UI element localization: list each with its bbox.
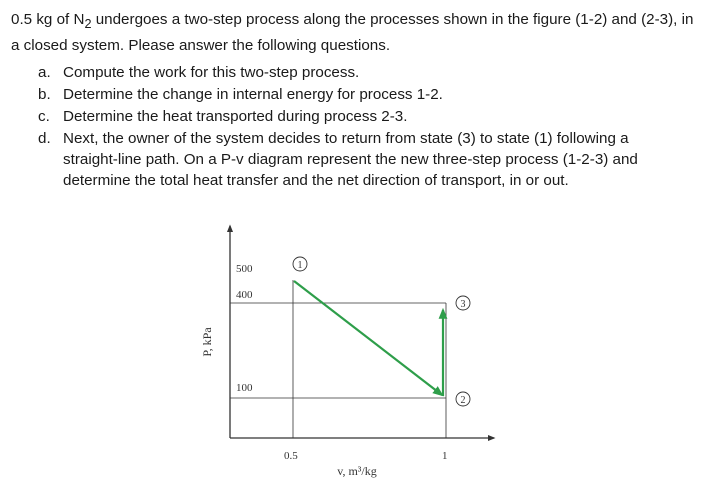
- question-marker: c.: [38, 108, 50, 125]
- question-text: Compute the work for this two-step process.: [63, 64, 360, 81]
- x-tick-label: 1: [442, 450, 448, 462]
- x-tick-label: 0.5: [284, 450, 298, 462]
- nitrogen-subscript: 2: [84, 17, 92, 32]
- y-tick-label: 400: [236, 289, 253, 301]
- x-axis-label: v, m³/kg: [337, 464, 377, 478]
- y-axis-label: P, kPa: [200, 327, 214, 357]
- problem-statement-rest: undergoes a two-step process along the processes shown in the figure (1-2) and (2-3), in a closed system. Please answer the following questions.: [11, 11, 694, 55]
- state-1-label: 1: [297, 260, 303, 271]
- state-2-label: 2: [460, 395, 466, 406]
- state-3-label: 3: [460, 299, 466, 310]
- question-text: Determine the change in internal energy for process 1-2.: [63, 86, 443, 103]
- y-tick-label: 500: [236, 263, 253, 275]
- y-tick-label: 100: [236, 382, 253, 394]
- question-marker: b.: [38, 86, 51, 103]
- question-text: Next, the owner of the system decides to return from state (3) to state (1) following a straight-line path. On a P-v diagram represent the new three-step process (1-2-3) and determine the total heat transfer and the net direction of transport, in or out.: [63, 130, 638, 189]
- question-marker: a.: [38, 64, 51, 81]
- question-text: Determine the heat transported during process 2-3.: [63, 108, 408, 125]
- problem-statement-start: 0.5 kg of N: [11, 11, 85, 28]
- process-1-2-line: [294, 281, 442, 395]
- question-marker: d.: [38, 130, 51, 147]
